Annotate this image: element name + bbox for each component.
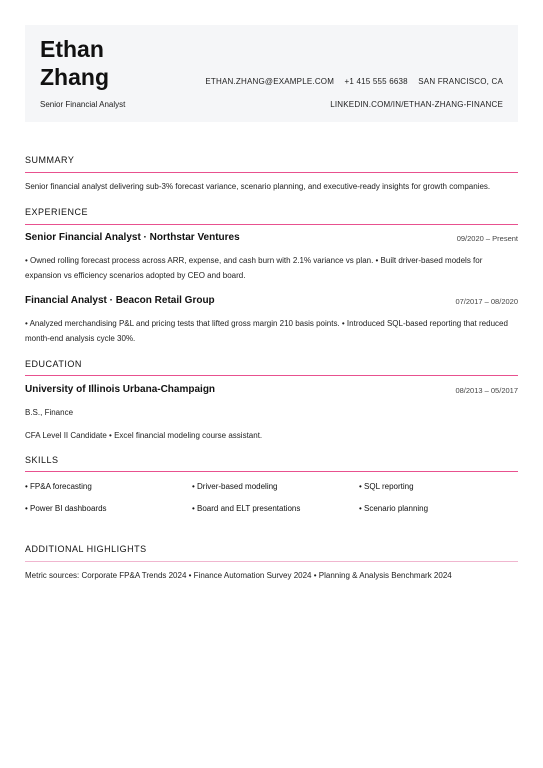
skill-item: • SQL reporting (359, 482, 414, 491)
summary-text: Senior financial analyst delivering sub-3% forecast variance, scenario planning, and executive-ready insights for growth companies. (25, 182, 491, 191)
school-name: University of Illinois Urbana-Champaign (25, 384, 216, 395)
education-heading: EDUCATION (25, 359, 82, 369)
linkedin-link[interactable]: LINKEDIN.COM/IN/ETHAN-ZHANG-FINANCE (330, 100, 503, 109)
education-dates: 08/2013 – 05/2017 (455, 386, 518, 395)
experience-divider (25, 224, 518, 225)
skill-item: • Scenario planning (359, 504, 429, 513)
highlights-text: Metric sources: Corporate FP&A Trends 2024 • Finance Automation Survey 2024 • Planning & Analysis Benchmark 2024 (25, 571, 452, 580)
experience-heading: EXPERIENCE (25, 207, 89, 217)
degree: B.S., Finance (25, 408, 74, 417)
job-title-2: Financial Analyst · Beacon Retail Group (25, 295, 215, 306)
summary-heading: SUMMARY (25, 155, 75, 165)
job-dates-1: 09/2020 – Present (456, 234, 518, 243)
location: SAN FRANCISCO, CA (418, 77, 503, 86)
summary-divider (25, 172, 518, 173)
job-title: Senior Financial Analyst (40, 100, 126, 109)
education-divider (25, 375, 518, 376)
skill-item: • Power BI dashboards (25, 504, 107, 513)
resume-header (25, 25, 518, 122)
last-name: Zhang (40, 64, 109, 90)
skill-item: • FP&A forecasting (25, 482, 92, 491)
contact-line (197, 77, 503, 86)
email[interactable]: ETHAN.ZHANG@EXAMPLE.COM (205, 77, 335, 86)
skills-divider (25, 471, 518, 472)
job-details-1: • Owned rolling forecast process across ARR, expense, and cash burn with 2.1% variance vs plan. • Built driver-based models for expansion vs efficiency scenarios adopted by CEO and board. (25, 256, 483, 280)
skill-item: • Board and ELT presentations (192, 504, 301, 513)
highlights-divider (25, 561, 518, 562)
highlights-heading: ADDITIONAL HIGHLIGHTS (25, 544, 147, 554)
job-title-1: Senior Financial Analyst · Northstar Ventures (25, 232, 240, 243)
education-notes: CFA Level II Candidate • Excel financial modeling course assistant. (25, 431, 263, 440)
candidate-name (40, 35, 109, 91)
first-name: Ethan (40, 36, 104, 62)
phone[interactable]: +1 415 555 6638 (344, 77, 408, 86)
job-details-2: • Analyzed merchandising P&L and pricing tests that lifted gross margin 210 basis points. • Introduced SQL-based reporting that reduced month-end analysis cycle 30%. (25, 319, 508, 343)
skill-item: • Driver-based modeling (192, 482, 278, 491)
job-dates-2: 07/2017 – 08/2020 (455, 297, 518, 306)
skills-heading: SKILLS (25, 455, 59, 465)
